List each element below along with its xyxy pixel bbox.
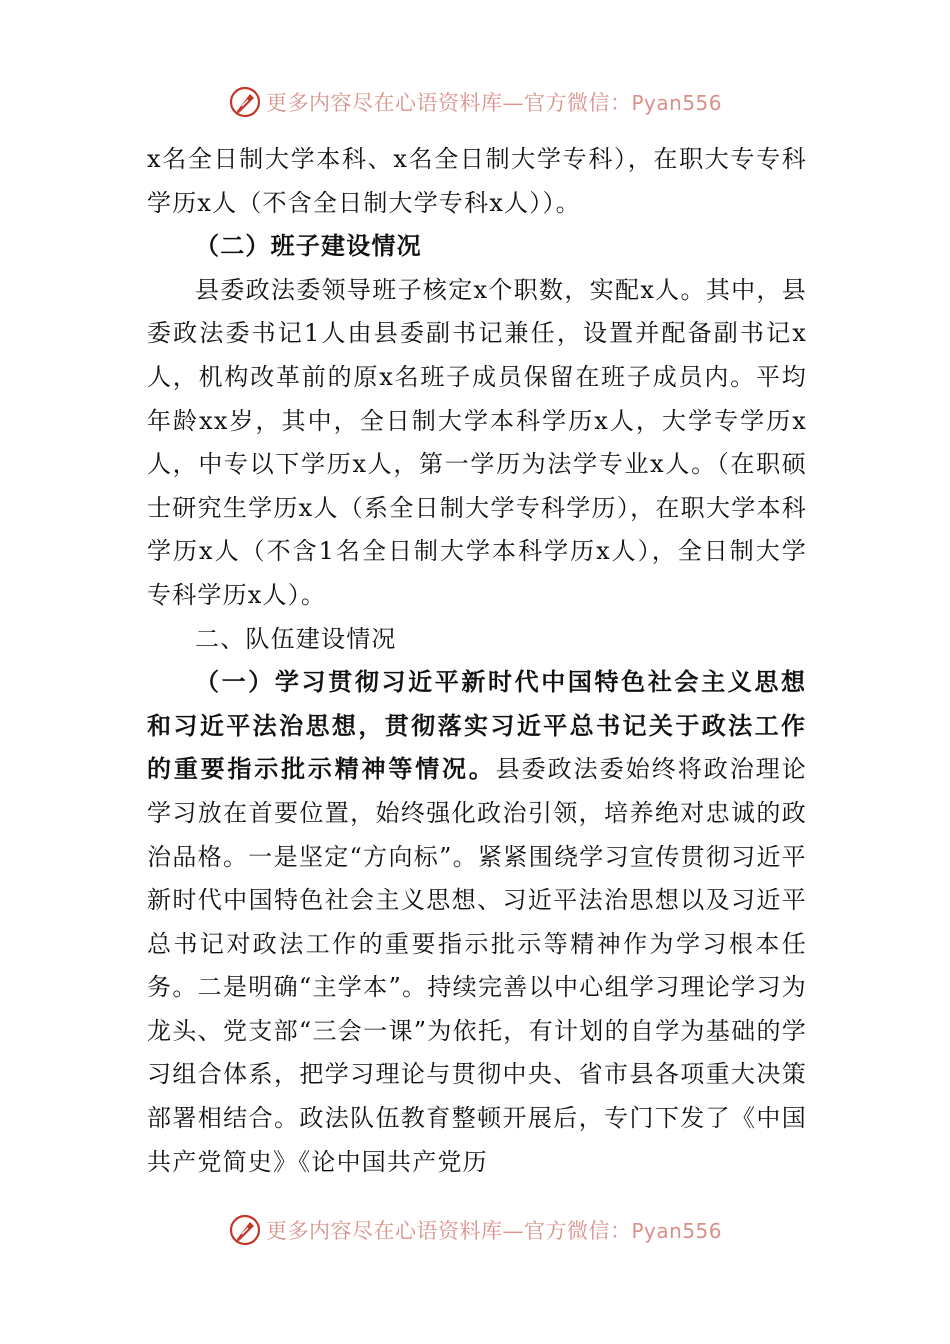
- study-lead-bold: （一）学习贯彻习近平新时代中国特色社会主义思想和习近平法治思想，贯彻落实习近平总书记关于政法工作的重要指示批示精神等情况。: [147, 668, 807, 784]
- study-body-text: 县委政法委始终将政治理论学习放在首要位置，始终强化政治引领，培养绝对忠诚的政治品格。一是坚定“方向标”。紧紧围绕学习宣传贯彻习近平新时代中国特色社会主义思想、习近平法治思想以及习近平总书记对政法工作的重要指示批示等精神作为学习根本任务。二是明确“主学本”。持续完善以中心组学习理论学习为龙头、党支部“三会一课”为依托，有计划的自学为基础的学习组合体系，把学习理论与贯彻中央、省市县各项重大决策部署相结合。政法队伍教育整顿开展后，专门下发了《中国共产党简史》《论中国共产党历: [147, 755, 808, 1176]
- document-body: [147, 138, 807, 1184]
- header-watermark: [0, 82, 950, 122]
- pen-nib-logo-icon: [228, 1213, 262, 1247]
- heading-team-building: （二）班子建设情况: [195, 232, 422, 261]
- heading-section-2: 二、队伍建设情况: [195, 624, 397, 653]
- wechat-id: Pyan556: [631, 1219, 722, 1243]
- footer-watermark: [0, 1210, 950, 1250]
- paragraph-study: [147, 661, 807, 1184]
- pen-nib-logo-icon: [228, 85, 262, 119]
- paragraph-intro-continuation: x名全日制大学本科、x名全日制大学专科），在职大专专科学历x人（不含全日制大学专科x人））。: [147, 145, 807, 217]
- watermark-text: 更多内容尽在心语资料库—官方微信：Pyan556: [265, 1219, 722, 1243]
- paragraph-team-building: 县委政法委领导班子核定x个职数，实配x人。其中，县委政法委书记1人由县委副书记兼任，设置并配备副书记x人，机构改革前的原x名班子成员保留在班子成员内。平均年龄xx岁，其中，全日制大学本科学历x人，大学专学历x人，中专以下学历x人，第一学历为法学专业x人。（在职硕士研究生学历x人（系全日制大学专科学历），在职大学本科学历x人（不含1名全日制大学本科学历x人），全日制大学专科学历x人）。: [147, 275, 807, 609]
- wechat-id: Pyan556: [631, 91, 722, 115]
- watermark-text: 更多内容尽在心语资料库—官方微信：Pyan556: [265, 91, 722, 115]
